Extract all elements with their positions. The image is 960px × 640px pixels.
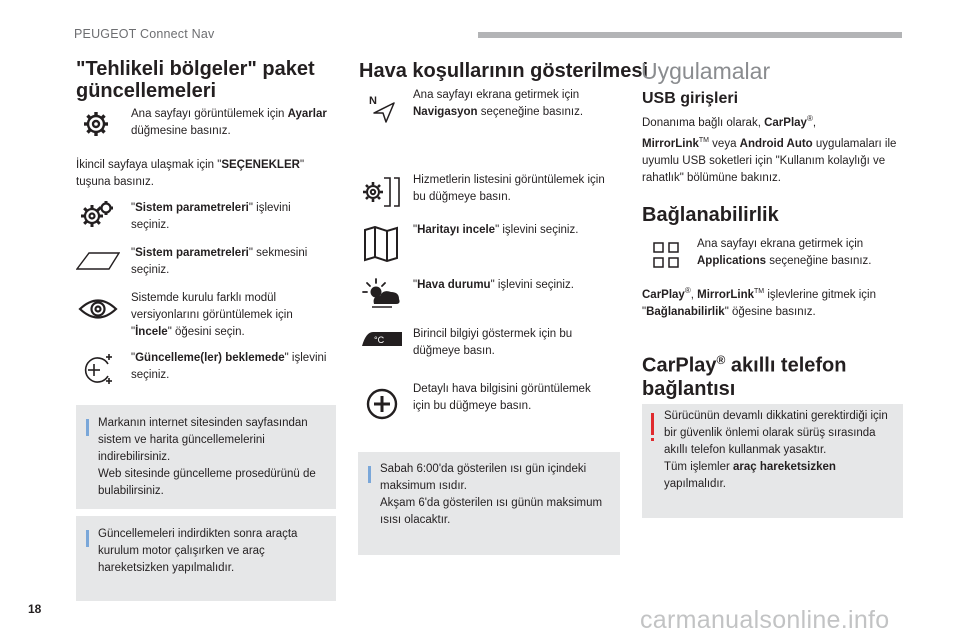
header-rule <box>478 32 902 38</box>
step-open-navigation <box>413 87 613 121</box>
step-text: " <box>131 202 136 214</box>
gear-icon <box>82 110 110 138</box>
section-heading-hazard-zones: "Tehlikeli bölgeler" paket güncellemeleri <box>76 58 315 102</box>
info-marker-icon <box>86 530 89 547</box>
step-primary-info: Birincil bilgiyi göstermek için bu düğmeye basın. <box>413 328 573 357</box>
step-keyword: Güncelleme(ler) beklemede <box>135 352 285 364</box>
step-open-settings <box>131 106 331 140</box>
info-note-box <box>358 452 620 555</box>
para-keyword: Android Auto <box>739 137 813 150</box>
step-explore-map <box>413 222 613 239</box>
weather-sun-cloud-icon <box>362 278 402 308</box>
para-text: İkincil sayfaya ulaşmak için " <box>76 159 222 171</box>
warning-text: yapılmalıdır. <box>664 478 726 490</box>
step-text: " <box>413 224 418 236</box>
subheading-usb: USB girişleri <box>642 90 739 107</box>
para-text: veya <box>708 137 740 150</box>
step-system-parameters <box>131 200 331 234</box>
step-text: " <box>413 279 418 291</box>
tab-shape-icon <box>76 252 120 270</box>
subheading-carplay <box>642 349 892 401</box>
services-list-icon <box>362 176 400 208</box>
para-text: , <box>690 288 698 301</box>
step-system-parameters-tab <box>131 245 331 279</box>
step-text: " işlevini seçiniz. <box>131 202 291 231</box>
para-text: " öğesine basınız. <box>724 305 816 318</box>
warning-note-box <box>642 404 903 518</box>
step-text: Ana sayfayı görüntülemek için <box>131 108 288 120</box>
step-text: Sistemde kurulu farklı modül versiyonlarını görüntülemek için " <box>131 292 293 338</box>
folded-map-icon <box>363 226 399 262</box>
primary-info-button-icon <box>361 331 403 347</box>
svg-text:°C: °C <box>374 335 385 345</box>
running-header: PEUGEOT Connect Nav <box>74 27 215 41</box>
step-text: " işlevini seçiniz. <box>131 352 327 381</box>
paragraph-options <box>76 157 338 191</box>
info-note-text: Markanın internet sitesinden sayfasından sistem ve harita güncellemelerini indirebilirsiniz. Web sitesinde güncelleme prosedürünü de bulabilirsiniz. <box>98 417 316 497</box>
applications-grid-icon <box>653 242 679 268</box>
warning-note-text <box>664 408 898 493</box>
para-keyword: MirrorLink <box>642 137 699 150</box>
step-detailed-weather: Detaylı hava bilgisini görüntülemek için bu düğmeye basın. <box>413 383 591 412</box>
subheading-connectivity: Bağlanabilirlik <box>642 204 779 226</box>
trademark-mark: ® <box>716 353 726 367</box>
para-keyword: Bağlanabilirlik <box>646 305 725 318</box>
step-text: " <box>131 352 136 364</box>
warning-mark-icon <box>651 413 654 441</box>
para-text: " tuşuna basınız. <box>76 159 305 188</box>
para-keyword: MirrorLink <box>697 288 755 301</box>
para-text: Donanıma bağlı olarak, <box>642 116 765 129</box>
trademark-mark: ® <box>806 114 813 123</box>
page-number: 18 <box>28 602 42 616</box>
trademark-mark: ® <box>684 286 691 295</box>
section-heading-weather: Hava koşullarının gösterilmesi <box>359 60 648 82</box>
section-title-applications: Uygulamalar <box>641 58 771 84</box>
paragraph-usb <box>642 110 908 187</box>
step-text: Ana sayfayı ekrana getirmek için <box>697 238 864 250</box>
step-text: " öğesini seçin. <box>167 326 245 338</box>
info-note-box <box>76 405 336 509</box>
step-open-applications <box>697 236 902 270</box>
add-details-icon <box>366 388 398 420</box>
svg-text:N: N <box>369 95 377 107</box>
step-text: Ana sayfayı ekrana getirmek için <box>413 89 580 101</box>
step-keyword: Navigasyon <box>413 106 478 118</box>
step-weather <box>413 277 613 294</box>
watermark: carmanualsonline.info <box>640 606 890 634</box>
info-marker-icon <box>86 419 89 436</box>
navigation-arrow-icon <box>368 93 396 123</box>
para-text: işlevlerine gitmek için " <box>642 288 876 318</box>
info-note-text: Sabah 6:00'da gösterilen ısı gün içindeki maksimum ısıdır. Akşam 6'da gösterilen ısı günün maksimum ısısı olacaktır. <box>380 463 603 526</box>
step-keyword: Ayarlar <box>287 108 327 120</box>
double-gear-icon <box>80 200 114 230</box>
info-marker-icon <box>368 466 371 483</box>
step-view-versions <box>131 290 331 341</box>
eye-icon <box>78 296 118 322</box>
warning-keyword: araç hareketsizken <box>733 461 836 473</box>
step-keyword: Applications <box>697 255 767 267</box>
step-text: " işlevini seçiniz. <box>490 279 574 291</box>
info-note-text: Güncellemeleri indirdikten sonra araçta kurulum motor çalışırken ve araç hareketsizken yapılmalıdır. <box>98 528 298 574</box>
step-text: seçeneğine basınız. <box>477 106 584 118</box>
step-services-list: Hizmetlerin listesini görüntülemek için bu düğmeye basın. <box>413 174 605 203</box>
step-text: " sekmesini seçiniz. <box>131 247 308 276</box>
step-text: seçeneğine basınız. <box>766 255 872 267</box>
para-keyword: CarPlay <box>764 116 807 129</box>
step-keyword: Sistem parametreleri <box>135 247 249 259</box>
step-text: düğmesine basınız. <box>131 125 231 137</box>
paragraph-connectivity <box>642 282 902 321</box>
trademark-mark: TM <box>754 288 765 295</box>
para-keyword: SEÇENEKLER <box>221 159 300 171</box>
trademark-mark: TM <box>698 136 709 144</box>
warning-text: Sürücünün devamlı dikkatini gerektirdiği için bir güvenlik önlemi olarak sürüş sırasında akıllı telefon kullanmak yasaktır. Tüm işlemler <box>664 410 888 473</box>
para-keyword: CarPlay <box>642 288 685 301</box>
step-text: " <box>131 247 136 259</box>
info-note-box <box>76 516 336 601</box>
step-updates-pending <box>131 350 331 384</box>
step-keyword: İncele <box>135 326 168 338</box>
step-keyword: Sistem parametreleri <box>135 202 249 214</box>
para-text: uygulamaları ile uyumlu USB soketleri için "Kullanım kolaylığı ve rahatlık" bölümüne bakınız. <box>642 137 897 184</box>
para-text: , <box>812 116 817 129</box>
heading-text: akıllı telefon bağlantısı <box>642 354 847 400</box>
heading-text: CarPlay <box>642 354 717 377</box>
step-keyword: Haritayı incele <box>417 224 496 236</box>
step-text: " işlevini seçiniz. <box>495 224 579 236</box>
update-pending-icon <box>82 352 116 386</box>
step-keyword: Hava durumu <box>417 279 491 291</box>
